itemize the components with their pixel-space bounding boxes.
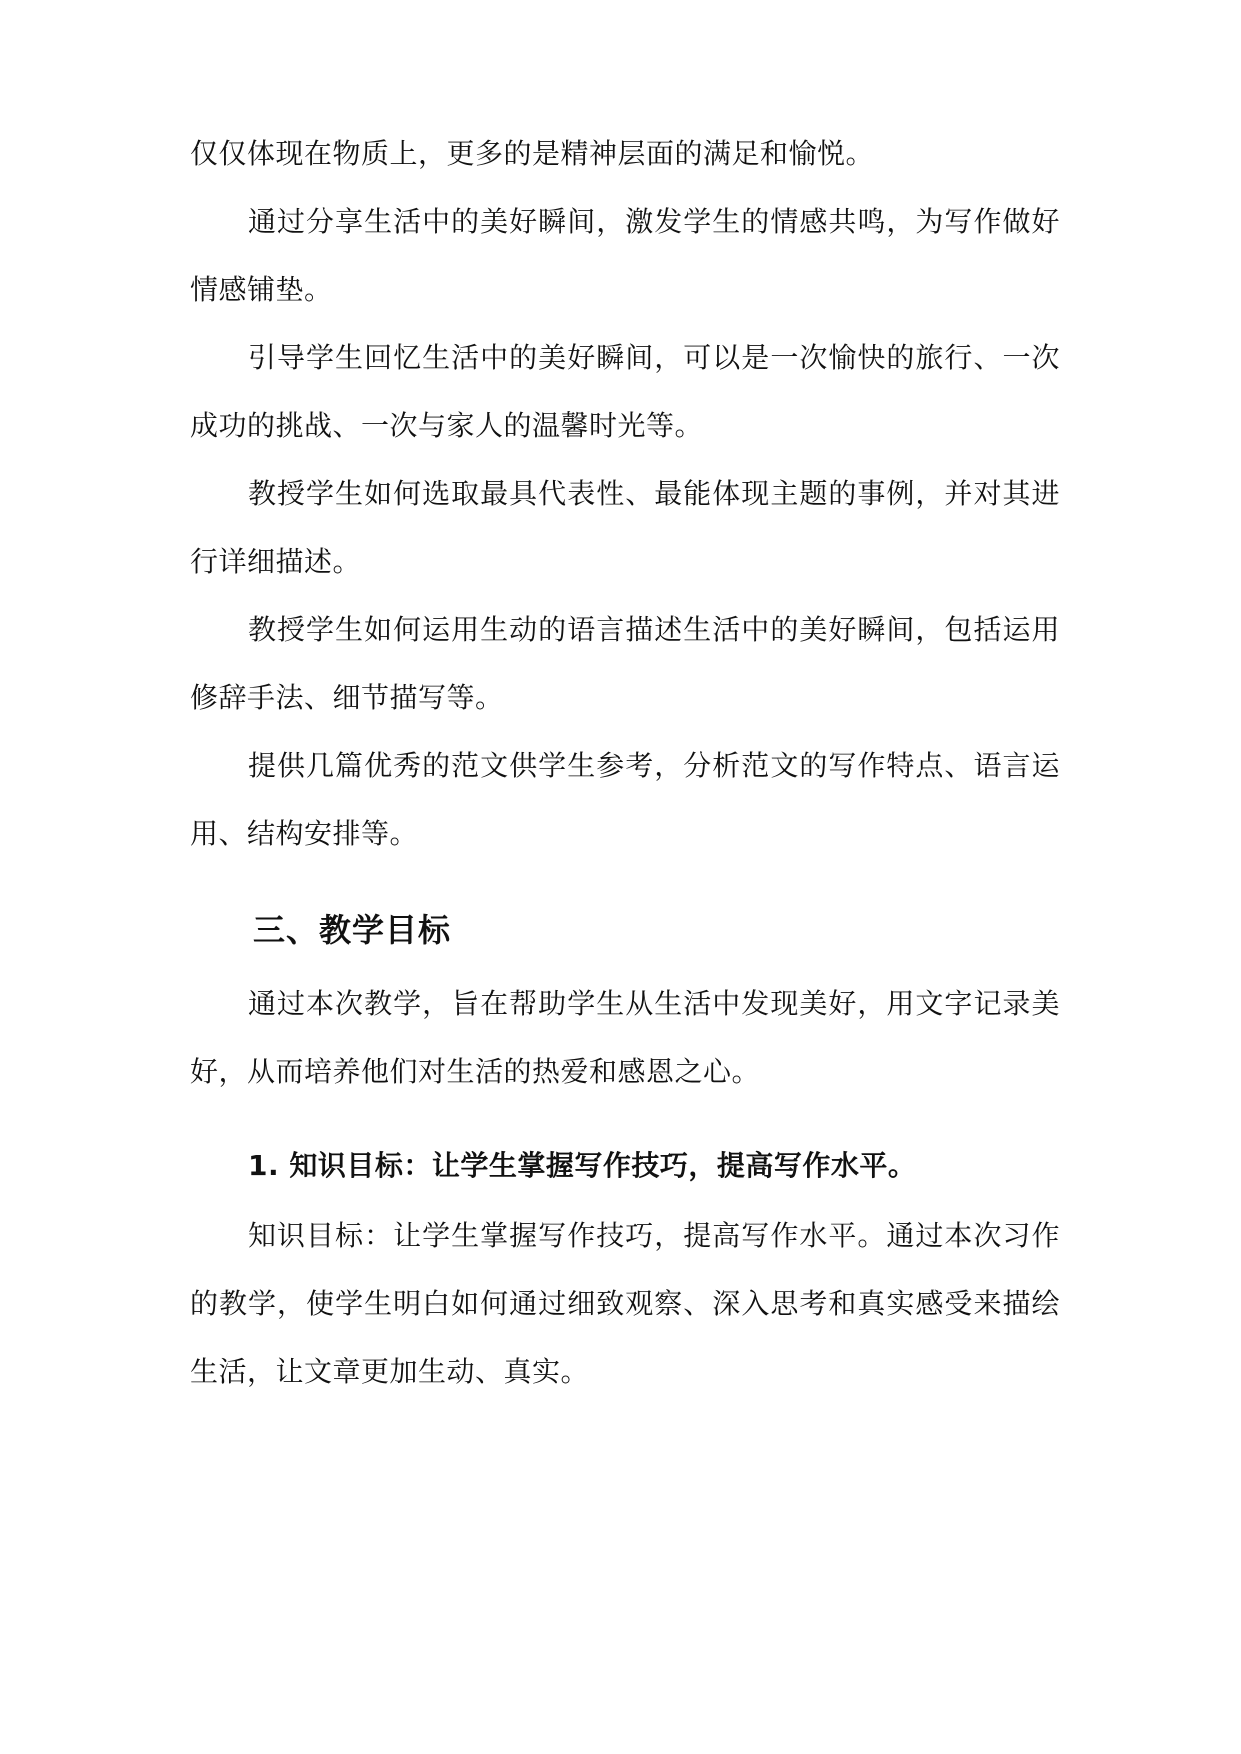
paragraph-line: 生活，让文章更加生动、真实。 <box>190 1355 590 1388</box>
paragraph-line: 情感铺垫。 <box>190 273 333 306</box>
paragraph-line: 用、结构安排等。 <box>190 817 419 850</box>
paragraph-line: 修辞手法、细节描写等。 <box>190 681 504 714</box>
paragraph-line: 教授学生如何运用生动的语言描述生活中的美好瞬间，包括运用 <box>248 613 1060 646</box>
paragraph-line: 行详细描述。 <box>190 545 362 578</box>
paragraph-line: 仅仅体现在物质上，更多的是精神层面的满足和愉悦。 <box>190 137 875 170</box>
paragraph-line: 知识目标：让学生掌握写作技巧，提高写作水平。通过本次习作 <box>248 1219 1060 1252</box>
paragraph-line: 的教学，使学生明白如何通过细致观察、深入思考和真实感受来描绘 <box>190 1287 1060 1320</box>
paragraph-line: 成功的挑战、一次与家人的温馨时光等。 <box>190 409 704 442</box>
paragraph-line: 提供几篇优秀的范文供学生参考，分析范文的写作特点、语言运 <box>248 749 1060 782</box>
subsection-heading: 1. 知识目标：让学生掌握写作技巧，提高写作水平。 <box>248 1149 917 1182</box>
paragraph-line: 引导学生回忆生活中的美好瞬间，可以是一次愉快的旅行、一次 <box>248 341 1060 374</box>
paragraph-line: 教授学生如何选取最具代表性、最能体现主题的事例，并对其进 <box>248 477 1060 510</box>
section-heading: 三、教学目标 <box>253 911 452 949</box>
paragraph-line: 通过分享生活中的美好瞬间，激发学生的情感共鸣，为写作做好 <box>248 205 1060 238</box>
paragraph-line: 好，从而培养他们对生活的热爱和感恩之心。 <box>190 1055 761 1088</box>
paragraph-line: 通过本次教学，旨在帮助学生从生活中发现美好，用文字记录美 <box>248 987 1060 1020</box>
